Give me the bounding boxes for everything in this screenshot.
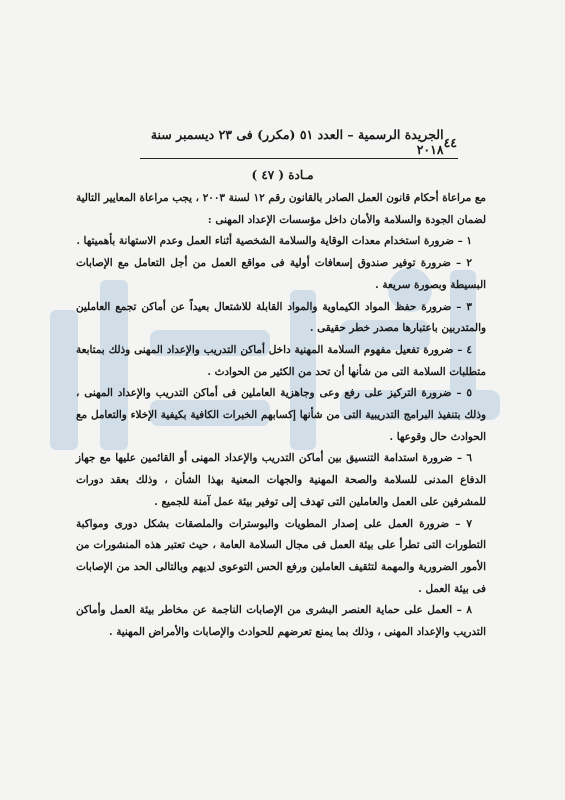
header-rule — [140, 158, 458, 159]
article-item-5: ٥ – ضرورة التركيز على رفع وعى وجاهزية العاملين فى أماكن التدريب والإعداد المهنى ، وذلك بتنفيذ البرامج التدريبية التى من شأنها إكسابهم الخبرات الكافية بكيفية الإخلاء والتعامل مع الحوادث حال وقوعها . — [76, 387, 486, 443]
article-intro: مع مراعاة أحكام قانون العمل الصادر بالقانون رقم ١٢ لسنة ٢٠٠٣ ، يجب مراعاة المعايير التالية لضمان الجودة والسلامة والأمان داخل مؤسسات الإعداد المهنى : — [76, 192, 486, 226]
article-item-7: ٧ – ضرورة العمل على إصدار المطويات والبوسترات والملصقات بشكل دورى ومواكبة التطورات التى تطرأ على بيئة العمل فى مجال السلامة العامة ، حيث تعتبر هذه المنشورات من الأمور الضرورية والمهمة لتثقيف العاملين ورفع الحس التوعوى لديهم وبالتالى الحد من الإصابات فى بيئة العمل . — [76, 517, 486, 595]
journal-line: الجريدة الرسمية – العدد ٥١ (مكرر) فى ٢٣ ديسمبر سنة ٢٠١٨ — [150, 127, 444, 157]
article-item-2: ٢ – ضرورة توفير صندوق إسعافات أولية فى مواقع العمل من أجل التعامل مع الإصابات البسيطة وبصورة سريعة . — [76, 257, 486, 291]
page-number: ٤٤ — [443, 134, 457, 150]
article-item-4: ٤ – ضرورة تفعيل مفهوم السلامة المهنية داخل أماكن التدريب والإعداد المهنى وذلك بمتابعة متطلبات السلامة التى من شأنها أن تحد من الكثير من الحوادث . — [76, 343, 486, 378]
article-item-8: ٨ – العمل على حماية العنصر البشرى من الإصابات الناجمة عن مخاطر بيئة العمل وأماكن التدريب والإعداد المهنى ، وذلك بما يمنع تعرضهم للحوادث والإصابات والأمراض المهنية . — [76, 604, 486, 639]
article-item-3: ٣ – ضرورة حفظ المواد الكيماوية والمواد القابلة للاشتعال بعيداً عن أماكن تجمع العاملين والمتدربين باعتبارها مصدر خطر حقيقى . — [76, 300, 486, 335]
article-item-1: ١ – ضرورة استخدام معدات الوقاية والسلامة الشخصية أثناء العمل وعدم الاستهانة بأهميتها . — [76, 235, 472, 248]
page-header — [140, 127, 457, 157]
article-item-6: ٦ – ضرورة استدامة التنسيق بين أماكن التدريب والإعداد المهنى أو القائمين عليها مع جهاز الدفاع المدنى للسلامة والصحة المهنية والجهات المعنية بهذا الشأن ، وذلك بعقد دورات للمشرفين على العمل والعاملين التى تهدف إلى توفير بيئة عمل آمنة للجميع . — [76, 452, 486, 508]
article-body — [76, 188, 486, 644]
article-title: مـادة ( ٤٧ ) — [251, 168, 314, 182]
